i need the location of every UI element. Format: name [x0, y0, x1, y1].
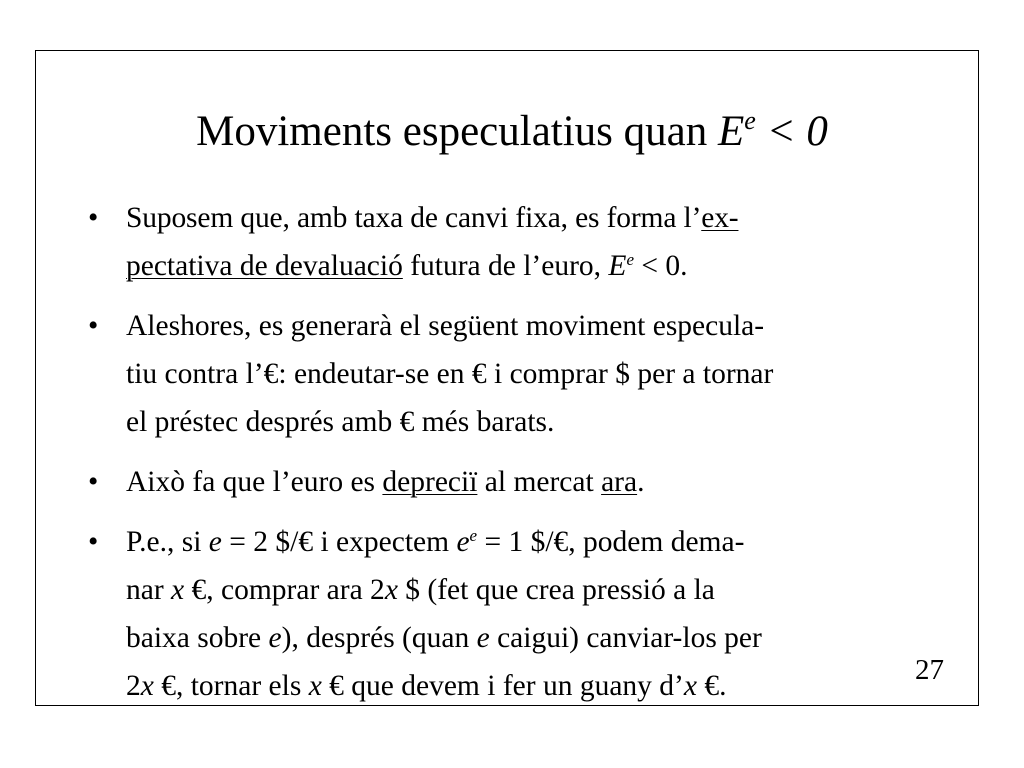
bullet-4-line-3	[126, 614, 948, 662]
bullet-4-line-2	[126, 566, 948, 614]
superscript-e: e	[626, 250, 634, 269]
bullet-item-2	[88, 302, 948, 446]
bullet-item-4	[88, 518, 948, 710]
bullet-2-line-1: Aleshores, es generarà el següent moviment especula-	[126, 310, 765, 342]
symbol-e: e	[476, 622, 490, 654]
bullet-item-3	[88, 458, 948, 506]
text-run: < 0.	[634, 250, 688, 282]
text-run: nar	[126, 574, 172, 606]
bullet-1-line-2	[126, 242, 948, 290]
text-run: €, tornar els	[153, 670, 309, 702]
text-run: €, comprar ara 2	[184, 574, 385, 606]
text-run: baixa sobre	[126, 622, 269, 654]
symbol-e: e	[268, 622, 282, 654]
superscript-e: e	[469, 526, 478, 545]
title-superscript: e	[744, 106, 756, 135]
text-run: €.	[696, 670, 727, 702]
text-run: = 1 $/€, podem dema-	[477, 526, 745, 558]
underlined-term: pectativa de devaluació	[126, 250, 403, 282]
text-run: .	[637, 466, 645, 498]
bullet-marker: •	[88, 310, 99, 342]
slide-title	[0, 104, 1024, 160]
title-suffix: < 0	[755, 108, 828, 155]
symbol-e: e	[208, 526, 222, 558]
text-run: P.e., si	[126, 526, 209, 558]
bullet-marker: •	[88, 466, 99, 498]
bullet-4-line-1	[126, 518, 948, 566]
bullet-4-line-4	[126, 662, 948, 710]
text-run: caigui) canviar-los per	[489, 622, 762, 654]
symbol-x: x	[171, 574, 185, 606]
bullet-2-line-2: tiu contra l’€: endeutar-se en € i comprar $ per a tornar	[126, 358, 774, 390]
text-run: Suposem que, amb taxa de canvi fixa, es forma l’	[126, 202, 702, 234]
symbol-x: x	[308, 670, 322, 702]
bullet-1-line-1	[126, 194, 948, 242]
text-run: $ (fet que crea pressió a la	[397, 574, 715, 606]
underlined-term: ex-	[701, 202, 739, 234]
bullet-item-1	[88, 194, 948, 290]
bullet-2-line-3: el préstec després amb € més barats.	[126, 406, 555, 438]
text-run: futura de l’euro,	[402, 250, 609, 282]
bullet-3-line-1	[126, 458, 948, 506]
bullet-marker: •	[88, 202, 99, 234]
underlined-term: ara	[601, 466, 638, 498]
bullet-marker: •	[88, 526, 99, 558]
symbol-x: x	[140, 670, 154, 702]
title-text: Moviments especulatius quan	[196, 108, 719, 155]
symbol-E: E	[608, 250, 627, 282]
text-run: = 2 $/€ i expectem	[221, 526, 457, 558]
text-run: € que devem i fer un guany d’	[321, 670, 684, 702]
title-symbol: E	[718, 108, 745, 155]
page-number: 27	[915, 654, 944, 686]
bullet-list	[88, 194, 948, 722]
text-run: ), després (quan	[281, 622, 477, 654]
text-run: Això fa que l’euro es	[126, 466, 383, 498]
text-run: al mercat	[477, 466, 602, 498]
symbol-e: e	[456, 526, 470, 558]
symbol-x: x	[384, 574, 398, 606]
underlined-term: depreciï	[382, 466, 478, 498]
symbol-x: x	[683, 670, 697, 702]
text-run: 2	[126, 670, 141, 702]
